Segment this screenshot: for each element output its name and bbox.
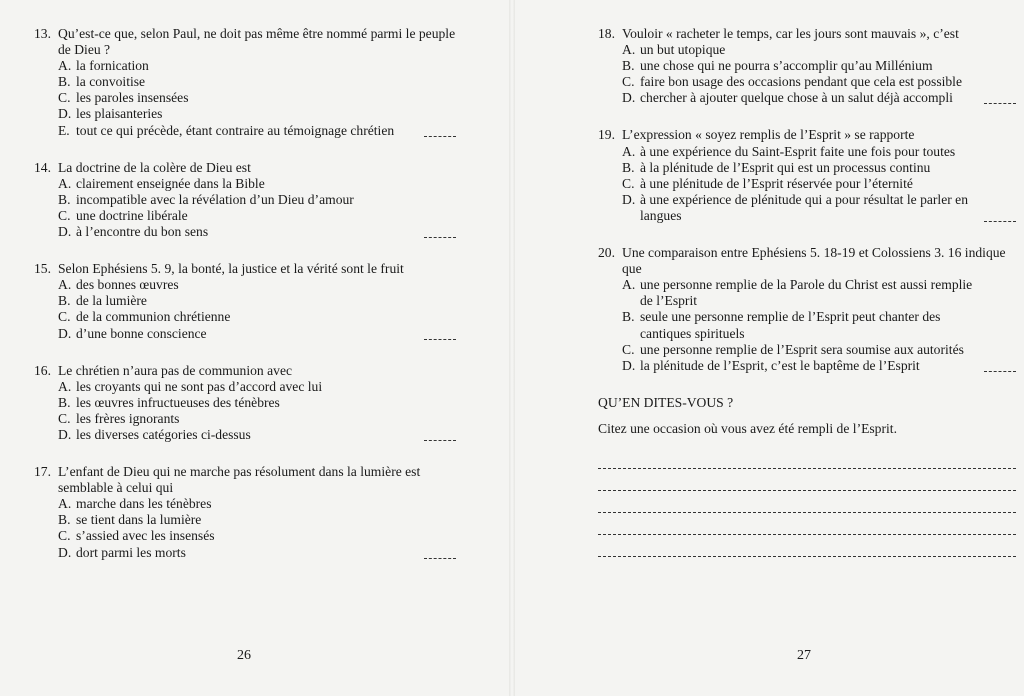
question-text: Le chrétien n’aura pas de communion avec (58, 362, 293, 378)
answer-line[interactable] (598, 447, 1016, 469)
option-text: les œuvres infructueuses des ténèbres (76, 394, 280, 410)
question-number: 18. (598, 26, 615, 41)
option-text: les plaisanteries (76, 106, 163, 122)
option-letter: C. (58, 207, 71, 223)
option-letter: A. (58, 175, 72, 191)
question-block (598, 127, 1016, 224)
answer-option (34, 192, 456, 208)
question-stem (598, 26, 1016, 42)
question-number: 17. (34, 464, 51, 480)
answer-option (34, 293, 456, 309)
option-letter: D. (622, 90, 636, 106)
left-question-column (34, 26, 456, 582)
option-text: à la plénitude de l’Esprit qui est un processus continu (640, 159, 931, 175)
answer-blank[interactable] (984, 220, 1016, 222)
answer-option (34, 411, 456, 427)
question-block (34, 26, 456, 139)
answer-option (598, 90, 1016, 106)
option-letter: C. (58, 309, 71, 325)
answer-blank[interactable] (424, 439, 456, 441)
option-text: les croyants qui ne sont pas d’accord avec lui (76, 378, 323, 394)
option-letter: A. (58, 58, 72, 74)
option-text: une personne remplie de la Parole du Christ est aussi remplie de l’Esprit (640, 277, 973, 309)
answer-option (598, 342, 1016, 358)
question-number: 14. (34, 159, 51, 175)
option-letter: A. (622, 42, 636, 58)
option-letter: D. (58, 106, 72, 122)
option-text: tout ce qui précède, étant contraire au témoignage chrétien (76, 122, 395, 138)
answer-option (598, 309, 1016, 341)
question-text: L’enfant de Dieu qui ne marche pas résolument dans la lumière est semblable à celui qui (58, 464, 421, 496)
answer-option (34, 74, 456, 90)
option-text: la fornication (76, 58, 149, 74)
option-text: de la lumière (76, 293, 147, 309)
page-number: 27 (797, 648, 811, 663)
question-stem (34, 363, 456, 379)
question-number: 13. (34, 26, 51, 41)
question-block (34, 160, 456, 240)
question-number: 15. (34, 261, 51, 277)
option-text: une chose qui ne pourra s’accomplir qu’au Millénium (640, 58, 933, 74)
option-letter: D. (58, 224, 72, 240)
answer-option (598, 74, 1016, 90)
question-block (598, 26, 1016, 106)
option-letter: C. (58, 410, 71, 426)
question-number: 16. (34, 362, 51, 378)
option-text: faire bon usage des occasions pendant que cela est possible (640, 74, 962, 90)
answer-option (34, 512, 456, 528)
answer-line[interactable] (598, 513, 1016, 535)
option-letter: B. (622, 58, 635, 74)
question-stem (34, 26, 456, 58)
option-text: à l’encontre du bon sens (76, 224, 209, 240)
option-letter: B. (58, 191, 71, 207)
answer-line[interactable] (598, 469, 1016, 491)
answer-option (598, 144, 1016, 160)
option-letter: B. (58, 74, 71, 90)
option-text: la plénitude de l’Esprit, c’est le baptême de l’Esprit (640, 357, 920, 373)
option-text: les frères ignorants (76, 410, 180, 426)
answer-option (598, 58, 1016, 74)
question-number: 19. (598, 127, 615, 143)
question-text: Selon Ephésiens 5. 9, la bonté, la justice et la vérité sont le fruit (58, 261, 404, 277)
option-letter: A. (58, 277, 72, 293)
answer-option (34, 545, 456, 561)
answer-option (34, 106, 456, 122)
answer-option (34, 90, 456, 106)
option-letter: D. (58, 325, 72, 341)
answer-blank[interactable] (424, 236, 456, 238)
question-stem (598, 127, 1016, 143)
answer-option (598, 176, 1016, 192)
option-letter: B. (58, 394, 71, 410)
right-page (512, 0, 1024, 696)
answer-option (598, 192, 1016, 224)
answer-option (34, 395, 456, 411)
question-text: Une comparaison entre Ephésiens 5. 18-19 et Colossiens 3. 16 indique que (622, 245, 1006, 277)
section-heading: QU’EN DITES-VOUS ? (598, 394, 734, 410)
answer-option (34, 123, 456, 139)
option-text: de la communion chrétienne (76, 309, 231, 325)
option-text: un but utopique (640, 42, 726, 58)
answer-option (34, 379, 456, 395)
answer-option (34, 496, 456, 512)
option-letter: C. (622, 175, 635, 191)
question-stem (34, 464, 456, 496)
option-letter: A. (622, 143, 636, 159)
answer-option (34, 176, 456, 192)
answer-blank[interactable] (984, 102, 1016, 104)
question-text: La doctrine de la colère de Dieu est (58, 159, 251, 175)
option-letter: A. (58, 496, 72, 512)
option-letter: B. (58, 512, 71, 528)
option-letter: E. (58, 122, 70, 138)
option-letter: C. (622, 341, 635, 357)
reflection-prompt: Citez une occasion où vous avez été rempli de l’Esprit. (598, 420, 897, 436)
option-letter: D. (58, 544, 72, 560)
option-text: à une plénitude de l’Esprit réservée pour l’éternité (640, 175, 913, 191)
answer-option (598, 277, 1016, 309)
answer-line[interactable] (598, 535, 1016, 557)
option-text: les paroles insensées (76, 90, 189, 106)
question-block (34, 261, 456, 341)
answer-option (598, 358, 1016, 374)
answer-option (34, 326, 456, 342)
answer-option (34, 224, 456, 240)
option-text: se tient dans la lumière (76, 512, 202, 528)
option-text: seule une personne remplie de l’Esprit peut chanter des cantiques spirituels (640, 309, 941, 341)
option-text: dort parmi les morts (76, 544, 186, 560)
option-letter: A. (58, 378, 72, 394)
answer-option (34, 528, 456, 544)
option-letter: B. (622, 159, 635, 175)
option-letter: C. (58, 90, 71, 106)
option-letter: D. (622, 191, 636, 207)
question-number: 20. (598, 245, 615, 261)
right-question-column (598, 26, 1016, 557)
page-number: 26 (237, 648, 251, 663)
answer-option (34, 208, 456, 224)
answer-option (34, 58, 456, 74)
option-text: une personne remplie de l’Esprit sera soumise aux autorités (640, 341, 964, 357)
option-text: chercher à ajouter quelque chose à un salut déjà accompli (640, 90, 953, 106)
option-text: une doctrine libérale (76, 207, 188, 223)
option-letter: D. (622, 357, 636, 373)
question-block (34, 464, 456, 561)
option-text: marche dans les ténèbres (76, 496, 212, 512)
question-stem (598, 245, 1016, 277)
option-text: s’assied avec les insensés (76, 528, 215, 544)
question-text: Vouloir « racheter le temps, car les jours sont mauvais », c’est (622, 26, 959, 41)
answer-option (34, 427, 456, 443)
question-block (34, 363, 456, 443)
answer-option (598, 42, 1016, 58)
question-block (598, 245, 1016, 374)
question-text: Qu’est-ce que, selon Paul, ne doit pas même être nommé parmi le peuple de Dieu ? (58, 26, 456, 58)
option-letter: C. (58, 528, 71, 544)
answer-option (598, 160, 1016, 176)
option-letter: A. (622, 277, 636, 293)
question-stem (34, 261, 456, 277)
question-stem (34, 160, 456, 176)
option-letter: C. (622, 74, 635, 90)
option-letter: B. (58, 293, 71, 309)
answer-blank[interactable] (424, 135, 456, 137)
option-text: à une expérience du Saint-Esprit faite une fois pour toutes (640, 143, 956, 159)
answer-blank[interactable] (424, 557, 456, 559)
answer-option (34, 277, 456, 293)
option-text: à une expérience de plénitude qui a pour résultat le parler en langues (640, 191, 968, 223)
answer-lines (598, 447, 1016, 557)
option-text: incompatible avec la révélation d’un Dieu d’amour (76, 191, 354, 207)
answer-blank[interactable] (984, 370, 1016, 372)
option-letter: B. (622, 309, 635, 325)
option-text: clairement enseignée dans la Bible (76, 175, 265, 191)
question-text: L’expression « soyez remplis de l’Esprit » se rapporte (622, 127, 915, 143)
option-letter: D. (58, 426, 72, 442)
option-text: la convoitise (76, 74, 146, 90)
answer-option (34, 309, 456, 325)
option-text: les diverses catégories ci-dessus (76, 426, 251, 442)
option-text: d’une bonne conscience (76, 325, 207, 341)
answer-line[interactable] (598, 491, 1016, 513)
answer-blank[interactable] (424, 338, 456, 340)
option-text: des bonnes œuvres (76, 277, 179, 293)
